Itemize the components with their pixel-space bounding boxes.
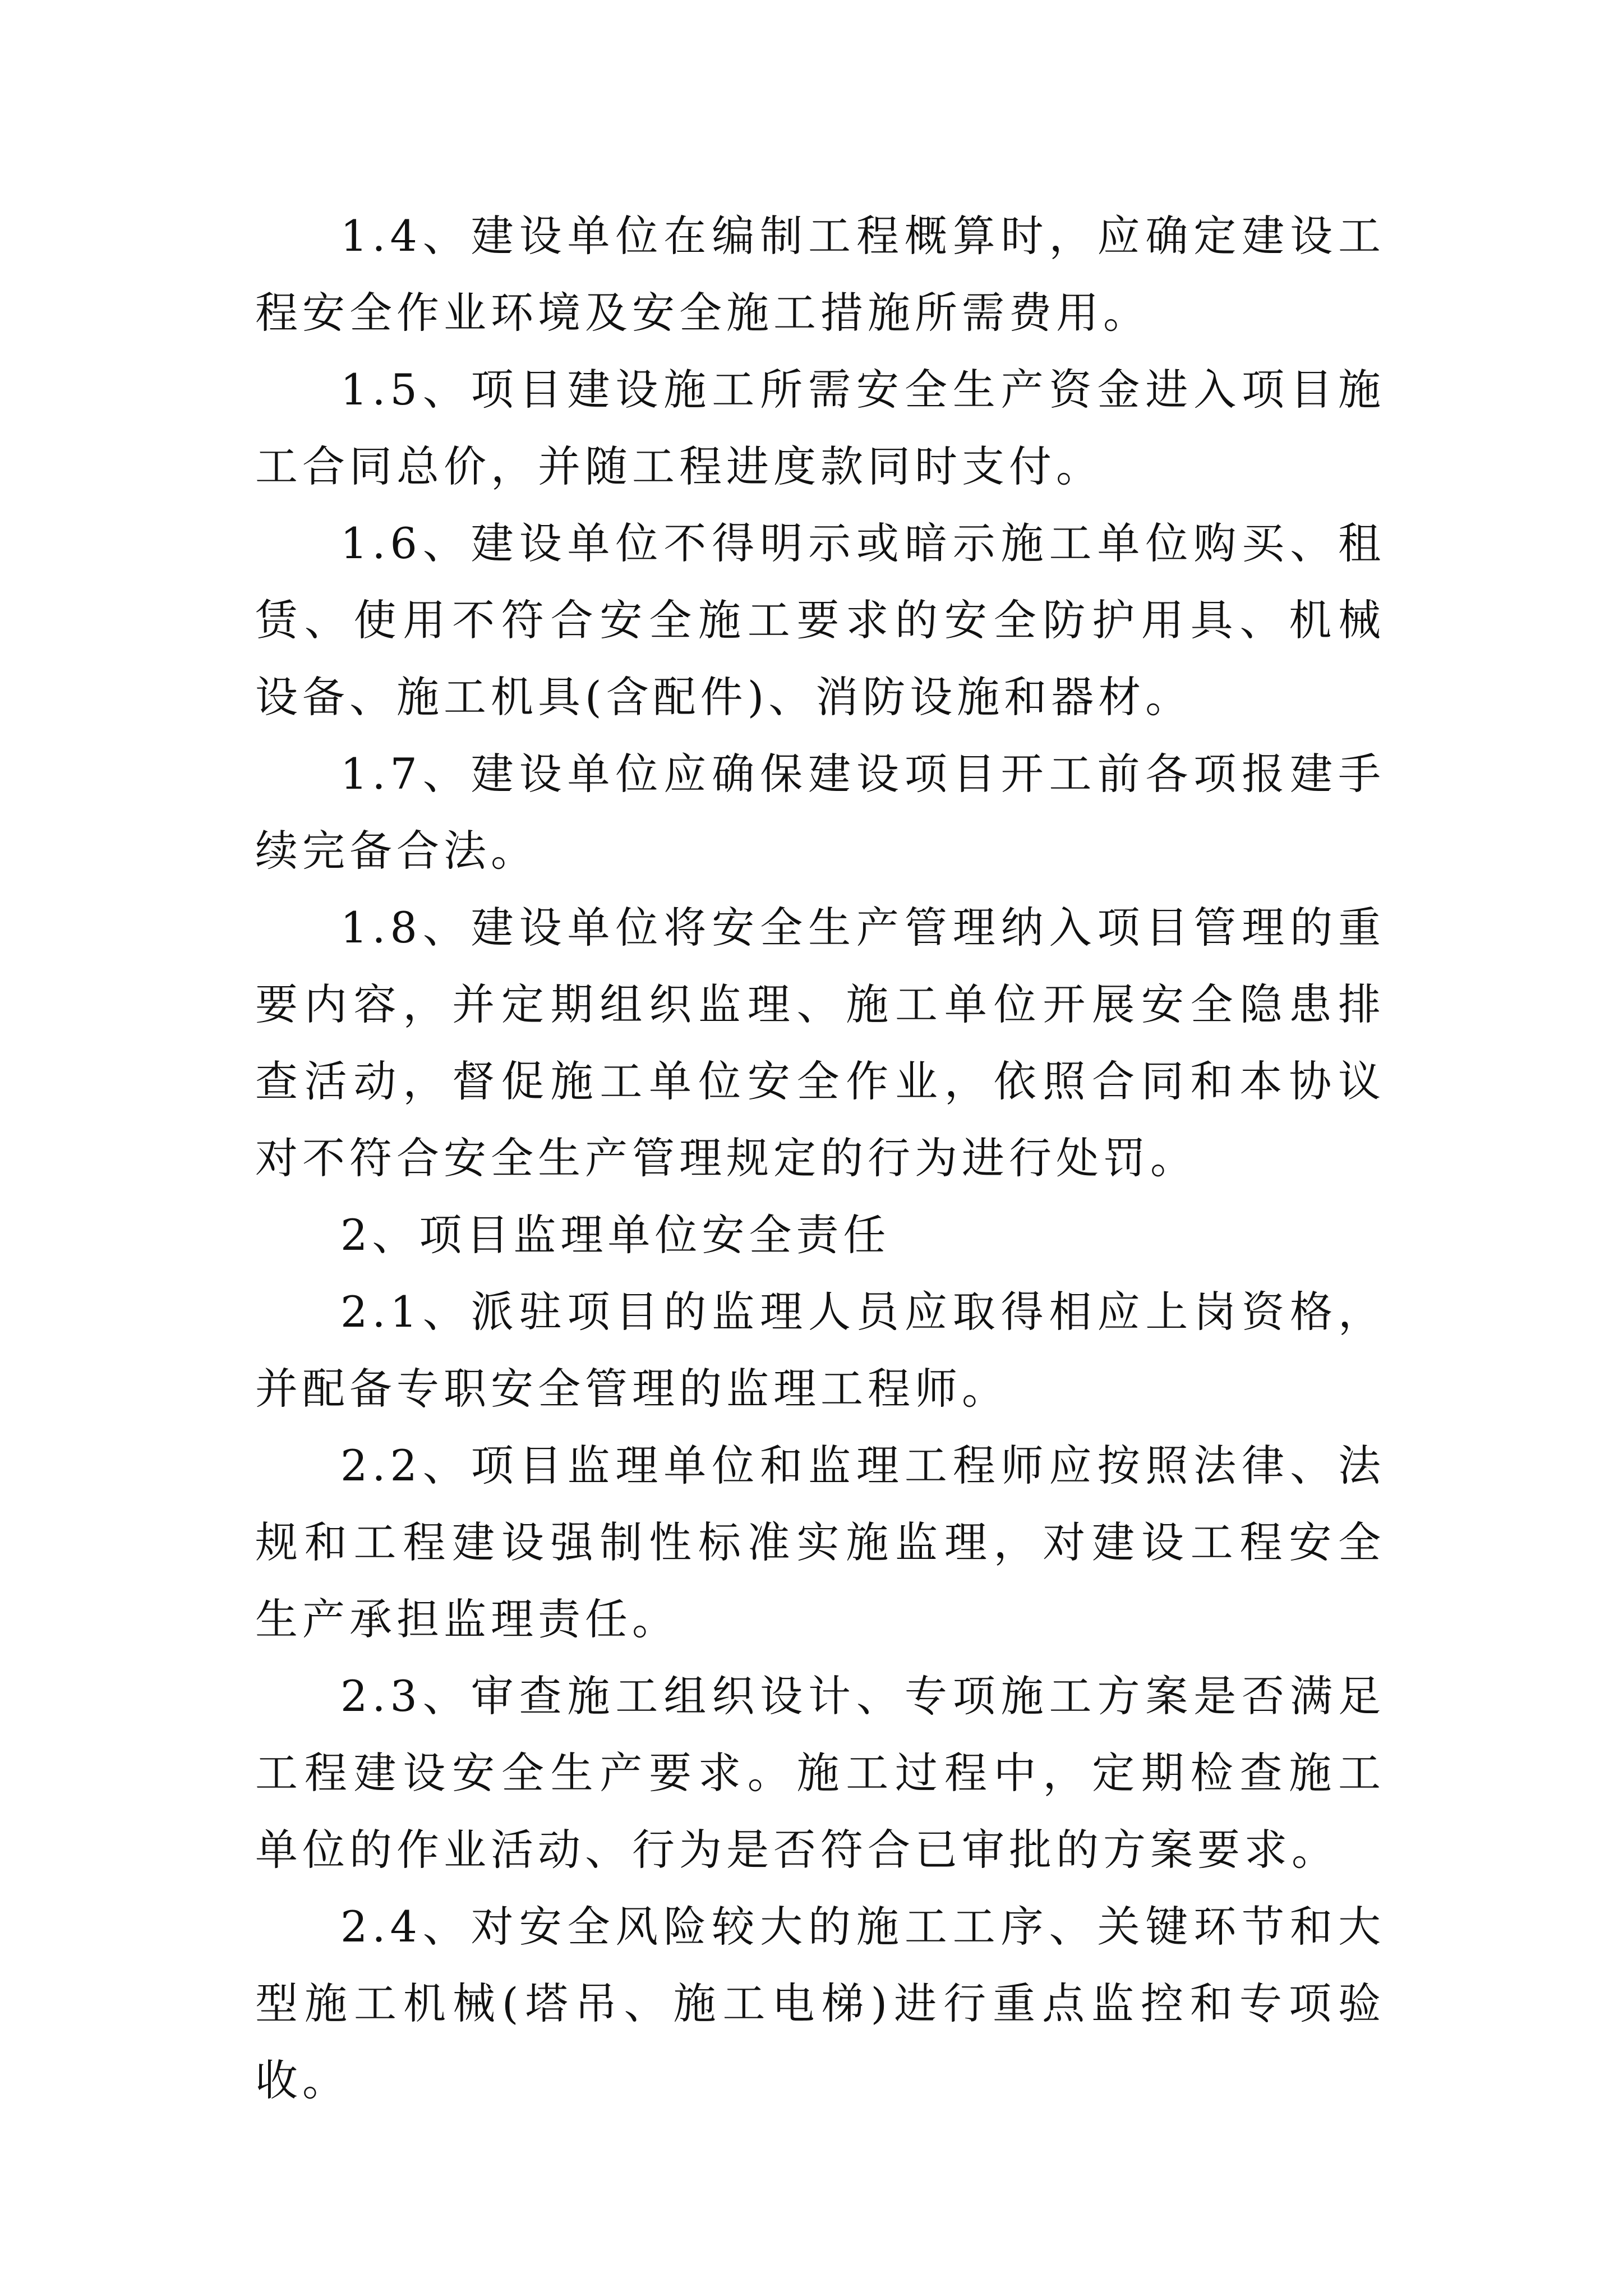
paragraph-1-7: 1.7、建设单位应确保建设项目开工前各项报建手续完备合法。 (255, 749, 1385, 876)
paragraph-1-5: 1.5、项目建设施工所需安全生产资金进入项目施工合同总价，并随工程进度款同时支付。 (255, 365, 1385, 491)
paragraph-1-6: 1.6、建设单位不得明示或暗示施工单位购买、租赁、使用不符合安全施工要求的安全防护用具、机械设备、施工机具(含配件)、消防设施和器材。 (255, 518, 1385, 722)
section-heading-2: 2、项目监理单位安全责任 (340, 1210, 891, 1260)
paragraph-2-4: 2.4、对安全风险较大的施工工序、关键环节和大型施工机械(塔吊、施工电梯)进行重点监控和专项验收。 (255, 1902, 1385, 2105)
paragraph-2-2: 2.2、项目监理单位和监理工程师应按照法律、法规和工程建设强制性标准实施监理，对建设工程安全生产承担监理责任。 (255, 1441, 1385, 1644)
paragraph-1-8: 1.8、建设单位将安全生产管理纳入项目管理的重要内容，并定期组织监理、施工单位开展安全隐患排查活动，督促施工单位安全作业，依照合同和本协议对不符合安全生产管理规定的行为进行处罚。 (255, 903, 1385, 1183)
paragraph-2-3: 2.3、审查施工组织设计、专项施工方案是否满足工程建设安全生产要求。施工过程中，定期检查施工单位的作业活动、行为是否符合已审批的方案要求。 (255, 1671, 1385, 1875)
paragraph-1-4: 1.4、建设单位在编制工程概算时，应确定建设工程安全作业环境及安全施工措施所需费用。 (255, 211, 1385, 338)
paragraph-2-1: 2.1、派驻项目的监理人员应取得相应上岗资格，并配备专职安全管理的监理工程师。 (255, 1287, 1385, 1414)
document-body (255, 197, 1385, 2119)
